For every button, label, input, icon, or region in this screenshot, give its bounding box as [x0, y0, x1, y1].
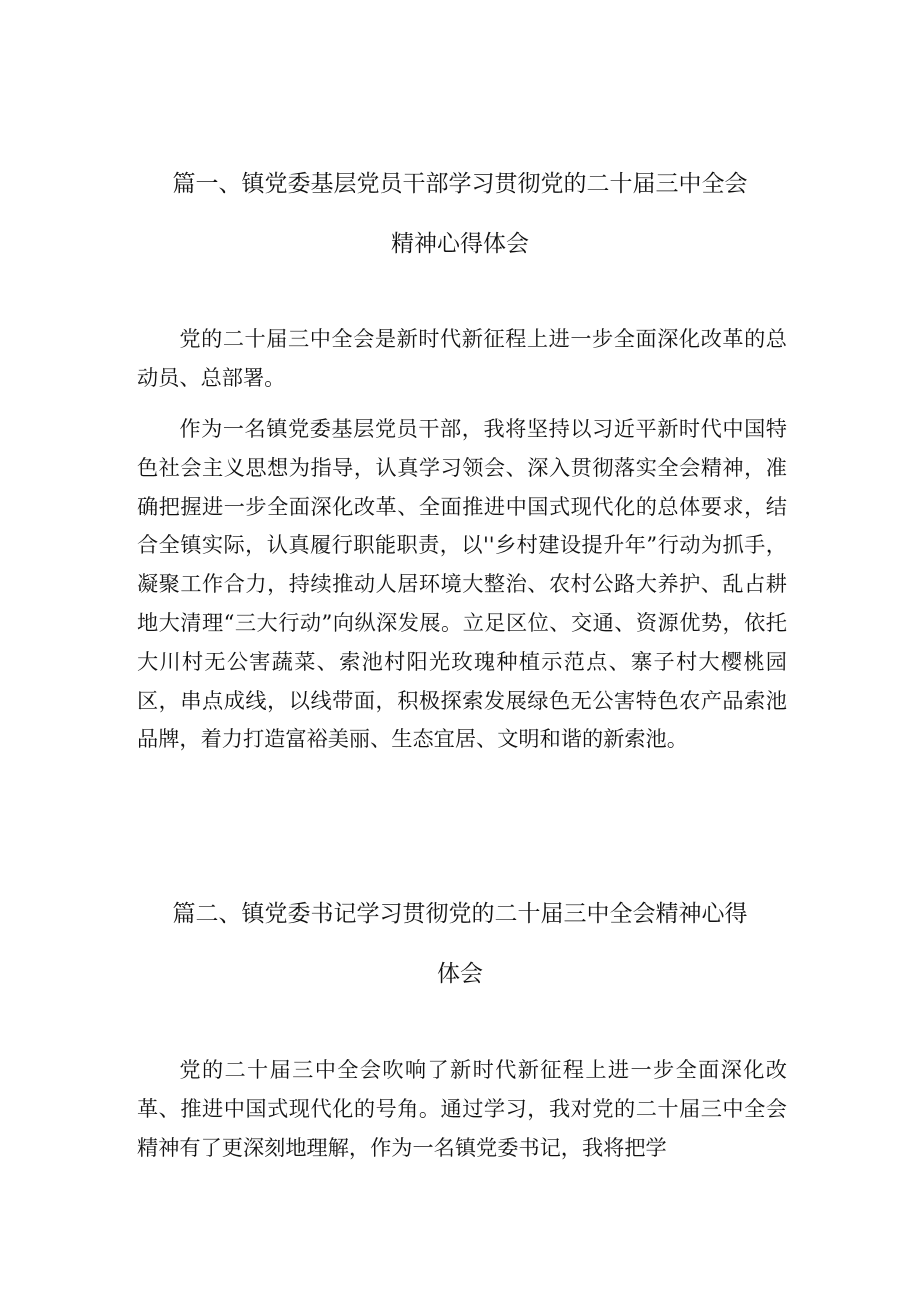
section1-title-line2: 精神心得体会 [391, 231, 529, 257]
section1-title [120, 154, 800, 274]
section2-title-line1: 篇二、镇党委书记学习贯彻党的二十届三中全会精神心得 [172, 901, 748, 927]
section2-paragraph1: 党的二十届三中全会吹响了新时代新征程上进一步全面深化改革、推进中国式现代化的号角。通过学习，我对党的二十届三中全会精神有了更深刻地理解，作为一名镇党委书记，我将把学 [137, 1057, 787, 1160]
section2-title [120, 884, 800, 1004]
section1-paragraph2: 作为一名镇党委基层党员干部，我将坚持以习近平新时代中国特色社会主义思想为指导，认真学习领会、深入贯彻落实全会精神，准确把握进一步全面深化改革、全面推进中国式现代化的总体要求，结合全镇实际，认真履行职能职责，以''乡村建设提升年”行动为抓手，凝聚工作合力，持续推动人居环境大整治、农村公路大养护、乱占耕地大清理“三大行动”向纵深发展。立足区位、交通、资源优势，依托大川村无公害蔬菜、索池村阳光玫瑰种植示范点、寨子村大樱桃园区，串点成线，以线带面，积极探索发展绿色无公害特色农产品索池品牌，着力打造富裕美丽、生态宜居、文明和谐的新索池。 [137, 416, 787, 752]
section1-title-line1: 篇一、镇党委基层党员干部学习贯彻党的二十届三中全会 [172, 171, 748, 197]
section2-title-line2: 体会 [437, 961, 483, 987]
section1-paragraph1: 党的二十届三中全会是新时代新征程上进一步全面深化改革的总动员、总部署。 [137, 326, 787, 390]
